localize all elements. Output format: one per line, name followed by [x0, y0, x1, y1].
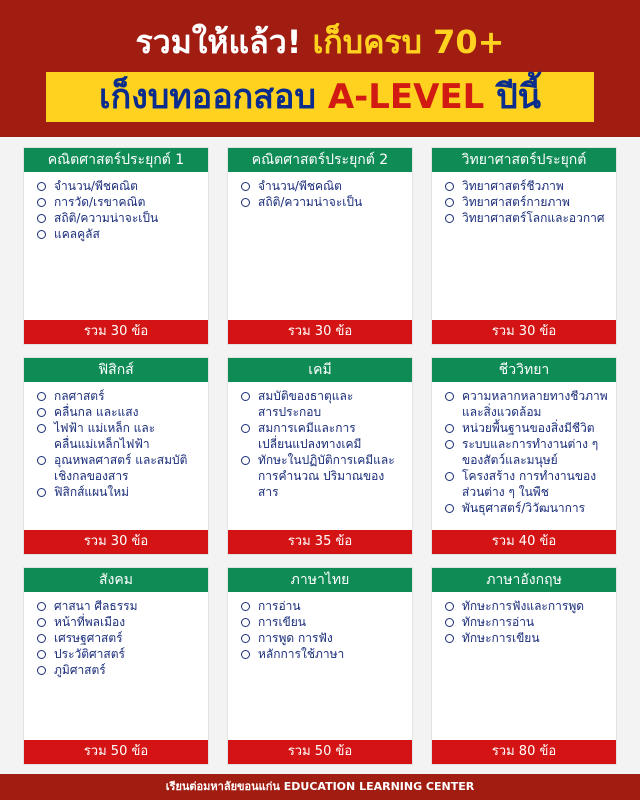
card-applied-science [431, 147, 617, 345]
card-biology [431, 357, 617, 555]
card-title: คณิตศาสตร์ประยุกต์ 1 [24, 148, 208, 172]
headline-top-yellow: เก็บครบ 70+ [312, 23, 505, 61]
topic-list [240, 178, 404, 210]
list-item: วิทยาศาสตร์โลกและอวกาศ [444, 210, 608, 226]
card-title: คณิตศาสตร์ประยุกต์ 2 [228, 148, 412, 172]
list-item: สถิติ/ความน่าจะเป็น [36, 210, 200, 226]
header-banner [0, 0, 640, 137]
card-total: รวม 35 ข้อ [228, 530, 412, 554]
list-item: ทักษะการฟังและการพูด [444, 598, 608, 614]
card-total: รวม 40 ข้อ [432, 530, 616, 554]
list-item: สมบัติของธาตุและสารประกอบ [240, 388, 404, 420]
list-item: การเขียน [240, 614, 404, 630]
list-item: คลื่นกล และแสง [36, 404, 200, 420]
card-title: ฟิสิกส์ [24, 358, 208, 382]
list-item: แคลคูลัส [36, 226, 200, 242]
subject-grid [23, 147, 617, 765]
list-item: วิทยาศาสตร์ชีวภาพ [444, 178, 608, 194]
card-title: ภาษาอังกฤษ [432, 568, 616, 592]
list-item: ไฟฟ้า แม่เหล็ก และคลื่นแม่เหล็กไฟฟ้า [36, 420, 200, 452]
card-applied-math-2 [227, 147, 413, 345]
topic-list [36, 598, 200, 678]
topic-list [36, 388, 200, 500]
topic-list [240, 598, 404, 662]
card-total: รวม 30 ข้อ [228, 320, 412, 344]
list-item: ศาสนา ศีลธรรม [36, 598, 200, 614]
card-total: รวม 50 ข้อ [24, 740, 208, 764]
list-item: อุณหพลศาสตร์ และสมบัติเชิงกลของสาร [36, 452, 200, 484]
list-item: หน่วยพื้นฐานของสิ่งมีชีวิต [444, 420, 608, 436]
card-total: รวม 30 ข้อ [24, 530, 208, 554]
headline-main-alevel: A-LEVEL [327, 77, 485, 117]
list-item: จำนวน/พีชคณิต [36, 178, 200, 194]
list-item: สถิติ/ความน่าจะเป็น [240, 194, 404, 210]
list-item: ทักษะการเขียน [444, 630, 608, 646]
list-item: การวัด/เรขาคณิต [36, 194, 200, 210]
headline-top [0, 20, 640, 64]
card-title: วิทยาศาสตร์ประยุกต์ [432, 148, 616, 172]
topic-list [240, 388, 404, 500]
card-title: ชีววิทยา [432, 358, 616, 382]
card-title: ภาษาไทย [228, 568, 412, 592]
card-total: รวม 80 ข้อ [432, 740, 616, 764]
topic-list [444, 598, 608, 646]
list-item: วิทยาศาสตร์กายภาพ [444, 194, 608, 210]
card-chemistry [227, 357, 413, 555]
list-item: กลศาสตร์ [36, 388, 200, 404]
list-item: พันธุศาสตร์/วิวัฒนาการ [444, 500, 608, 516]
list-item: การพูด การฟัง [240, 630, 404, 646]
list-item: ทักษะในปฏิบัติการเคมีและการคำนวณ ปริมาณของสาร [240, 452, 404, 500]
footer-banner: เรียนต่อมหาลัยขอนแก่น EDUCATION LEARNING CENTER [0, 774, 640, 800]
list-item: หลักการใช้ภาษา [240, 646, 404, 662]
topic-list [444, 388, 608, 516]
headline-main-box [46, 72, 594, 122]
list-item: จำนวน/พีชคณิต [240, 178, 404, 194]
card-social-studies [23, 567, 209, 765]
headline-main-part1: เก็งบทออกสอบ [98, 77, 328, 117]
list-item: ประวัติศาสตร์ [36, 646, 200, 662]
headline-top-white: รวมให้แล้ว! [135, 23, 313, 61]
card-physics [23, 357, 209, 555]
headline-main [46, 72, 594, 122]
list-item: ความหลากหลายทางชีวภาพและสิ่งแวดล้อม [444, 388, 608, 420]
list-item: ฟิสิกส์แผนใหม่ [36, 484, 200, 500]
card-applied-math-1 [23, 147, 209, 345]
card-english [431, 567, 617, 765]
card-title: สังคม [24, 568, 208, 592]
list-item: ระบบและการทำงานต่าง ๆ ของสัตว์และมนุษย์ [444, 436, 608, 468]
list-item: เศรษฐศาสตร์ [36, 630, 200, 646]
list-item: การอ่าน [240, 598, 404, 614]
topic-list [36, 178, 200, 242]
card-total: รวม 50 ข้อ [228, 740, 412, 764]
card-thai-language [227, 567, 413, 765]
topic-list [444, 178, 608, 226]
headline-main-part2: ปีนี้ [484, 77, 542, 117]
list-item: โครงสร้าง การทำงานของส่วนต่าง ๆ ในพืช [444, 468, 608, 500]
list-item: ภูมิศาสตร์ [36, 662, 200, 678]
list-item: หน้าที่พลเมือง [36, 614, 200, 630]
card-total: รวม 30 ข้อ [432, 320, 616, 344]
list-item: สมการเคมีและการเปลี่ยนแปลงทางเคมี [240, 420, 404, 452]
list-item: ทักษะการอ่าน [444, 614, 608, 630]
card-title: เคมี [228, 358, 412, 382]
card-total: รวม 30 ข้อ [24, 320, 208, 344]
